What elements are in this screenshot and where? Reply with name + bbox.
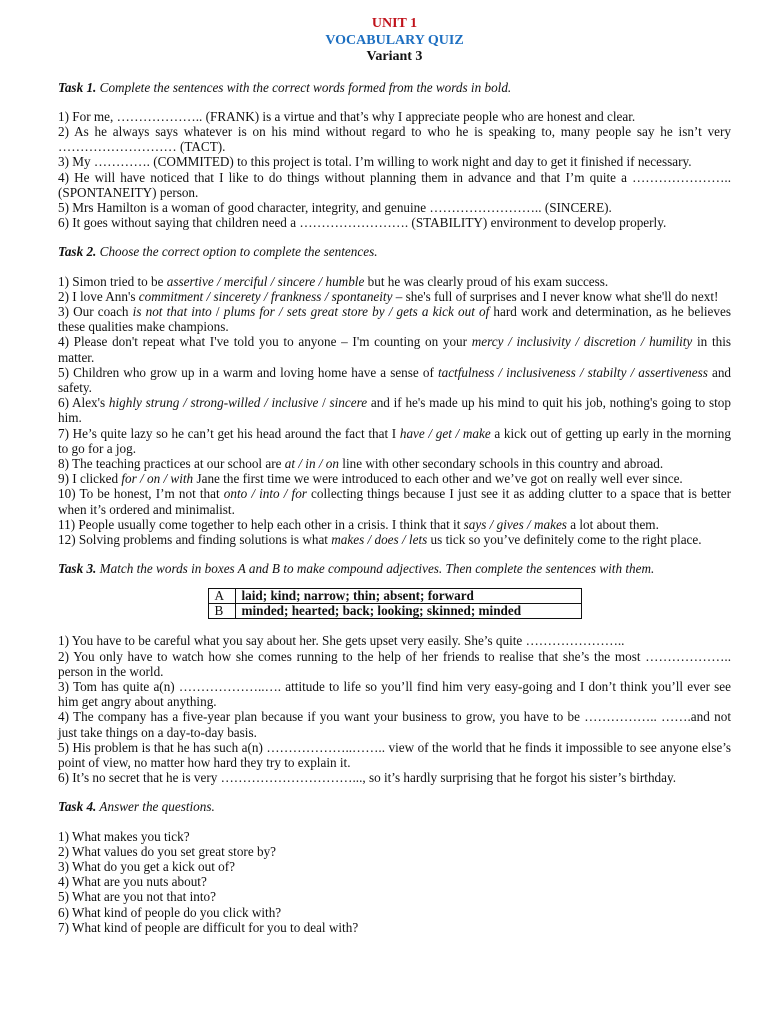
question-item bbox=[58, 471, 731, 486]
quiz-title: VOCABULARY QUIZ bbox=[325, 32, 464, 48]
question-text: 5) What are you not that into? bbox=[58, 889, 216, 905]
question-text: 4) What are you nuts about? bbox=[58, 874, 207, 890]
question-text: 12) Solving problems and finding solutions is what bbox=[58, 531, 332, 547]
question-text: / bbox=[211, 303, 224, 319]
question-text: 4) Please don't repeat what I've told you to anyone – I'm counting on your bbox=[58, 334, 472, 350]
box-b-words: minded; hearted; back; looking; skinned; minded bbox=[235, 604, 581, 619]
question-text: but he was clearly proud of his exam success. bbox=[364, 273, 609, 289]
question-item bbox=[58, 633, 731, 648]
question-text: 9) I clicked bbox=[58, 471, 122, 487]
task-1-heading bbox=[58, 80, 731, 95]
question-text: 3) My …………. (COMMITED) to this project is total. I’m willing to work night and day to get it finished if necessary. bbox=[58, 154, 692, 170]
question-text: line with other secondary schools in this country and abroad. bbox=[339, 455, 664, 471]
document-header bbox=[58, 16, 731, 66]
question-item bbox=[58, 844, 731, 859]
question-text: – she's full of surprises and I never know what she'll do next! bbox=[392, 288, 719, 304]
task-2-instruction: Choose the correct option to complete the sentences. bbox=[96, 244, 378, 260]
question-item bbox=[58, 365, 731, 395]
box-a-row bbox=[208, 589, 581, 604]
question-text: 2) You only have to watch how she comes running to the help of her friends to realise that she’s the most ……………….. person in the world. bbox=[58, 648, 731, 679]
task-1-label: Task 1. bbox=[58, 79, 97, 95]
question-text: hard work and determination, as he believes these qualities make champions. bbox=[58, 303, 731, 335]
task-4-label: Task 4. bbox=[58, 799, 97, 815]
question-text: 3) What do you get a kick out of? bbox=[58, 859, 236, 875]
question-text: 4) The company has a five-year plan because if you want your business to grow, you have to be …………….. …….and not just take things on a day-to-day basis. bbox=[58, 709, 731, 740]
question-text: 7) What kind of people are difficult for you to deal with? bbox=[58, 919, 359, 935]
question-text: 2) As he always says whatever is on his mind without regard to who he is speaking to, many people say he isn’t very ……………………… (TACT). bbox=[58, 123, 731, 155]
question-text: Jane the first time we were introduced to each other and we’ve got on really well ever since. bbox=[193, 471, 683, 487]
question-item bbox=[58, 770, 731, 785]
question-item bbox=[58, 905, 731, 920]
box-b-row bbox=[208, 604, 581, 619]
question-item bbox=[58, 200, 731, 215]
question-item bbox=[58, 486, 731, 516]
answer-options: commitment / sincerety / frankness / spontaneity bbox=[138, 288, 393, 304]
question-text: 4) He will have noticed that I like to do things without planning them in advance and that I’m quite a ………………….. (SPONTANEITY) person. bbox=[58, 169, 731, 200]
question-item bbox=[58, 709, 731, 739]
question-text: 5) His problem is that he has such a(n) ………………..…….. view of the world that he finds it impossible to see anyone else’s point of view, no matter how hard they try to explain it. bbox=[58, 739, 731, 771]
question-item bbox=[58, 679, 731, 709]
task-2-heading bbox=[58, 244, 731, 259]
box-a-words: laid; kind; narrow; thin; absent; forward bbox=[235, 589, 581, 604]
question-text: 8) The teaching practices at our school are bbox=[58, 455, 285, 471]
question-item bbox=[58, 889, 731, 904]
question-text: 11) People usually come together to help each other in a crisis. I think that it bbox=[58, 516, 464, 532]
task-4-heading bbox=[58, 799, 731, 814]
answer-options: assertive / merciful / sincere / humble bbox=[166, 273, 365, 289]
answer-options: for / on / with bbox=[121, 471, 194, 487]
task-2-label: Task 2. bbox=[58, 244, 97, 260]
question-text: in this matter. bbox=[58, 334, 731, 365]
question-text: 1) Simon tried to be bbox=[58, 273, 167, 289]
question-text: 6) It goes without saying that children need a ……………………. (STABILITY) environment to develop properly. bbox=[58, 215, 667, 231]
question-item bbox=[58, 859, 731, 874]
question-text: and if he's made up his mind to quit his job, nothing's going to stop him. bbox=[58, 395, 731, 426]
task-2 bbox=[58, 244, 731, 547]
question-item bbox=[58, 649, 731, 679]
task-3-heading bbox=[58, 561, 731, 576]
answer-options: plums for / sets great store by / gets a kick out of bbox=[223, 303, 490, 319]
question-item bbox=[58, 289, 731, 304]
question-text: 2) What values do you set great store by? bbox=[58, 843, 277, 859]
question-text: 3) Tom has quite a(n) ………………..…. attitude to life so you’ll find him very easy-going and I don’t think you’ll ever see him get angry about anything. bbox=[58, 679, 731, 710]
quiz-page bbox=[58, 16, 731, 935]
answer-options: mercy / inclusivity / discretion / humility bbox=[471, 334, 693, 350]
task-1-instruction: Complete the sentences with the correct words formed from the words in bold. bbox=[96, 79, 512, 95]
variant-title: Variant 3 bbox=[366, 49, 423, 64]
question-text: a lot about them. bbox=[566, 516, 659, 532]
question-item bbox=[58, 334, 731, 364]
question-item bbox=[58, 274, 731, 289]
answer-options: onto / into / for bbox=[223, 486, 307, 502]
answer-options: have / get / make bbox=[399, 425, 491, 441]
task-2-items bbox=[58, 274, 731, 548]
task-4-instruction: Answer the questions. bbox=[96, 799, 215, 815]
question-text: 6) What kind of people do you click with? bbox=[58, 904, 282, 920]
question-item bbox=[58, 426, 731, 456]
task-3-instruction: Match the words in boxes A and B to make compound adjectives. Then complete the sentences with them. bbox=[96, 561, 655, 577]
question-text: 1) What makes you tick? bbox=[58, 828, 190, 844]
answer-options: makes / does / lets bbox=[331, 531, 428, 547]
task-4 bbox=[58, 799, 731, 935]
question-item bbox=[58, 109, 731, 124]
task-4-items bbox=[58, 829, 731, 935]
answer-options: sincere bbox=[329, 395, 368, 411]
question-text: 6) It’s no secret that he is very …………………………..., so it’s hardly surprising that he forgot his sister’s birthday. bbox=[58, 770, 677, 786]
answer-options: at / in / on bbox=[284, 455, 339, 471]
question-item bbox=[58, 456, 731, 471]
question-text: 1) For me, ……………….. (FRANK) is a virtue and that’s why I appreciate people who are honest and clear. bbox=[58, 108, 636, 124]
question-text: 2) I love Ann's bbox=[58, 288, 139, 304]
question-text: 3) Our coach bbox=[58, 303, 133, 319]
question-item bbox=[58, 215, 731, 230]
question-item bbox=[58, 124, 731, 154]
question-item bbox=[58, 395, 731, 425]
question-text: and safety. bbox=[58, 364, 732, 395]
question-item bbox=[58, 829, 731, 844]
question-item bbox=[58, 154, 731, 169]
answer-options: highly strung / strong-willed / inclusive bbox=[108, 395, 319, 411]
task-3-label: Task 3. bbox=[58, 561, 97, 577]
question-text: 6) Alex's bbox=[58, 395, 109, 411]
question-text: 10) To be honest, I’m not that bbox=[58, 486, 224, 502]
word-box-table bbox=[208, 588, 582, 619]
question-item bbox=[58, 532, 731, 547]
question-text: a kick out of getting up early in the morning to go for a jog. bbox=[58, 425, 731, 456]
question-text: 7) He’s quite lazy so he can’t get his head around the fact that I bbox=[58, 425, 400, 441]
answer-options: is not that into bbox=[132, 303, 212, 319]
question-item bbox=[58, 920, 731, 935]
question-item bbox=[58, 740, 731, 770]
task-1 bbox=[58, 80, 731, 231]
question-item bbox=[58, 170, 731, 200]
question-item bbox=[58, 517, 731, 532]
task-3-items bbox=[58, 633, 731, 785]
task-3 bbox=[58, 561, 731, 785]
question-text: us tick so you’ve definitely come to the right place. bbox=[427, 531, 702, 547]
task-1-items bbox=[58, 109, 731, 231]
question-text: 5) Mrs Hamilton is a woman of good character, integrity, and genuine …………………….. (SINCERE). bbox=[58, 199, 612, 215]
unit-title: UNIT 1 bbox=[371, 16, 418, 31]
question-text: / bbox=[318, 395, 330, 411]
question-item bbox=[58, 304, 731, 334]
question-text: collecting things because I just see it as adding clutter to a space that is better when it’s ordered and minimalist. bbox=[58, 486, 731, 517]
question-text: 1) You have to be careful what you say about her. She gets upset very easily. She’s quite ………………….. bbox=[58, 633, 625, 649]
answer-options: tactfulness / inclusiveness / stabilty / assertiveness bbox=[437, 364, 708, 380]
box-a-label: A bbox=[208, 589, 235, 604]
question-item bbox=[58, 874, 731, 889]
answer-options: says / gives / makes bbox=[463, 516, 567, 532]
question-text: 5) Children who grow up in a warm and loving home have a sense of bbox=[58, 364, 438, 380]
box-b-label: B bbox=[208, 604, 235, 619]
